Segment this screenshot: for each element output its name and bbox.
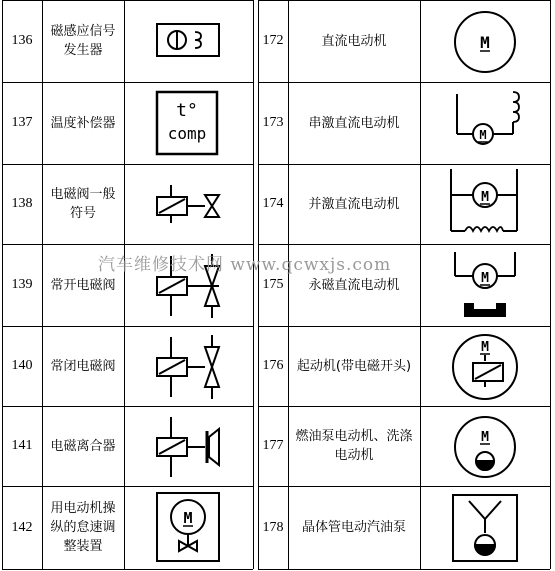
compensator-label-comp: comp <box>167 124 206 143</box>
symbol-cell <box>420 244 550 326</box>
solenoid-valve-general-symbol <box>149 165 229 243</box>
symbol-cell <box>124 406 253 486</box>
symbol-cell <box>420 82 550 164</box>
symbol-name <box>288 326 420 406</box>
motor-letter: M <box>481 271 489 286</box>
symbol-number: 173 <box>262 115 284 130</box>
symbol-name <box>288 406 420 486</box>
transistor-fuel-pump-icon <box>453 495 517 561</box>
electromagnetic-clutch-icon <box>157 417 219 477</box>
temperature-compensator-symbol <box>149 84 229 162</box>
symbol-name-text: 晶体管电动汽油泵 <box>301 520 406 535</box>
symbol-number: 142 <box>11 519 33 535</box>
symbol-name <box>42 82 124 164</box>
symbol-number: 137 <box>11 115 33 130</box>
idle-adjuster-icon <box>157 493 219 561</box>
symbol-name-text: 用电动机操 纵的怠速调 整装置 <box>50 501 116 554</box>
symbol-name-text: 常开电磁阀 <box>50 277 116 293</box>
fuel-pump-motor-icon <box>455 417 515 477</box>
series-motor-icon <box>457 92 519 144</box>
symbol-name <box>288 486 420 569</box>
normally-closed-solenoid-valve-symbol <box>149 327 229 405</box>
symbol-number: 139 <box>11 277 33 292</box>
symbol-number: 138 <box>11 196 33 211</box>
shunt-motor-icon <box>451 169 517 231</box>
symbol-name-text: 磁感应信号 发生器 <box>50 24 116 58</box>
dc-motor-symbol <box>445 2 525 80</box>
symbol-number: 176 <box>262 358 284 373</box>
symbol-cell <box>124 0 253 82</box>
symbol-name-text: 并激直流电动机 <box>308 196 400 212</box>
magnetic-sensor-icon <box>157 24 219 56</box>
symbol-name <box>42 486 124 569</box>
symbol-number: 136 <box>11 33 33 48</box>
symbol-name-text: 燃油泵电动机、洗涤 电动机 <box>295 429 413 463</box>
symbol-name <box>288 82 420 164</box>
symbol-cell <box>124 486 253 569</box>
symbol-name-text: 电磁阀一般 符号 <box>50 187 116 221</box>
compensator-label-t: t° <box>175 100 198 121</box>
motor-idle-adjuster-symbol <box>149 489 229 567</box>
symbol-name-text: 电磁离合器 <box>50 438 116 454</box>
magnetic-sensor-signal-generator-symbol <box>149 2 229 80</box>
motor-letter: M <box>481 190 489 205</box>
symbol-cell <box>420 406 550 486</box>
symbol-name <box>42 0 124 82</box>
fuel-pump-motor-symbol <box>445 407 525 485</box>
starter-motor-symbol <box>445 327 525 405</box>
symbol-cell <box>420 326 550 406</box>
symbol-cell <box>124 164 253 244</box>
series-wound-dc-motor-symbol <box>445 84 525 162</box>
symbol-cell <box>420 0 550 82</box>
symbol-number: 141 <box>11 438 33 453</box>
symbol-number: 175 <box>262 277 284 292</box>
shunt-wound-dc-motor-symbol <box>445 165 525 243</box>
motor-letter: M <box>182 508 193 527</box>
symbol-number: 174 <box>262 196 284 211</box>
watermark: 汽车维修技术网 www.qcwxjs.com <box>98 255 392 275</box>
symbol-name-text: 温度补偿器 <box>50 115 116 131</box>
symbol-name <box>288 164 420 244</box>
symbol-number: 172 <box>262 33 284 48</box>
symbol-cell <box>124 82 253 164</box>
symbol-name-text: 起动机(带电磁开头) <box>296 358 412 374</box>
temperature-compensator-icon <box>157 92 217 154</box>
electromagnetic-clutch-symbol <box>149 407 229 485</box>
motor-letter: M <box>479 128 487 142</box>
pm-motor-icon <box>455 252 515 316</box>
motor-letter: M <box>481 340 489 355</box>
symbol-name <box>288 0 420 82</box>
solenoid-valve-icon <box>157 185 219 223</box>
symbol-name-text: 直流电动机 <box>321 33 387 49</box>
symbol-number: 140 <box>11 358 33 373</box>
transistor-fuel-pump-symbol <box>445 489 525 567</box>
symbol-cell <box>420 486 550 569</box>
starter-motor-icon <box>453 335 517 399</box>
symbol-number: 178 <box>262 519 284 535</box>
symbol-cell <box>124 326 253 406</box>
symbol-name-text: 常闭电磁阀 <box>50 358 116 374</box>
permanent-magnet-dc-motor-symbol <box>445 246 525 324</box>
symbol-name <box>42 326 124 406</box>
symbol-name <box>42 406 124 486</box>
motor-letter: M <box>480 33 490 52</box>
symbol-name <box>42 164 124 244</box>
motor-letter: M <box>481 430 489 445</box>
normally-closed-valve-icon <box>157 335 219 399</box>
symbol-name-text: 永磁直流电动机 <box>308 277 400 293</box>
symbol-name-text: 串激直流电动机 <box>308 115 400 131</box>
symbol-cell <box>420 164 550 244</box>
symbol-number: 177 <box>262 438 284 453</box>
dc-motor-icon <box>455 12 515 72</box>
